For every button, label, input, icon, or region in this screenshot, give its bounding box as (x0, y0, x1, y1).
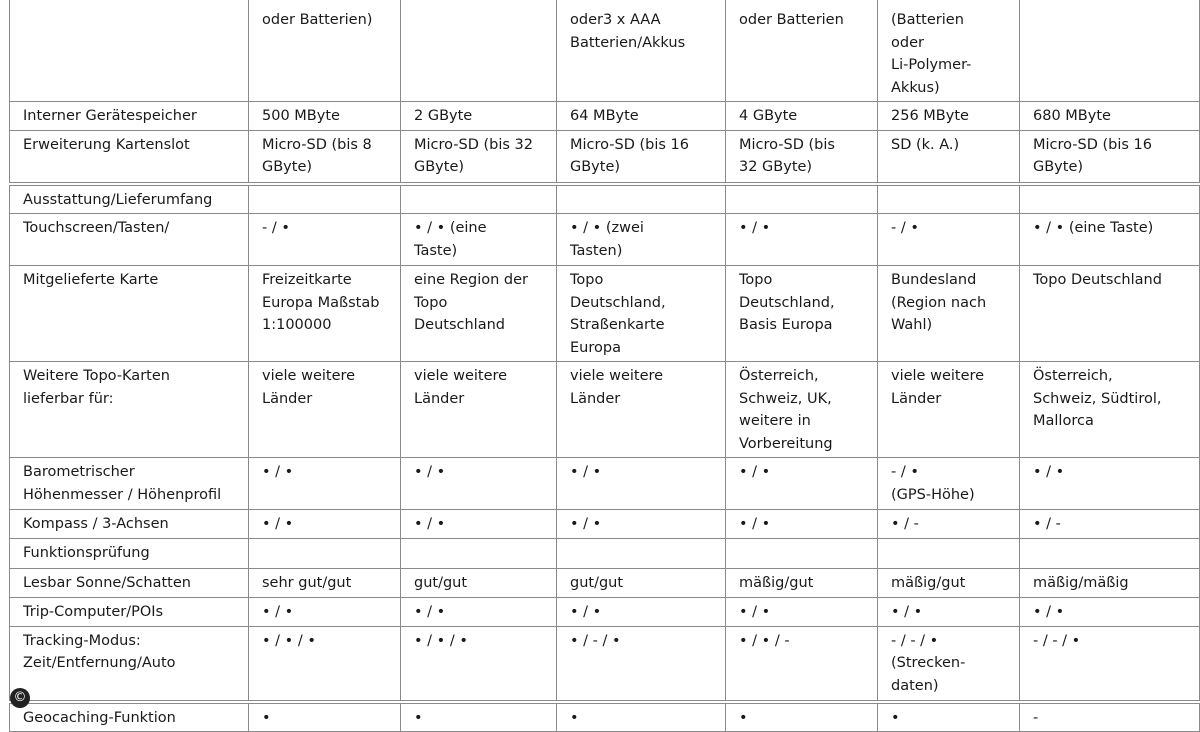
table-row (10, 102, 1200, 131)
row-label: Weitere Topo-Karten lieferbar für: (10, 362, 249, 458)
table-cell (1020, 538, 1200, 568)
table-cell: Micro-SD (bis 16 GByte) (557, 130, 726, 182)
table-cell: - / • (878, 214, 1020, 266)
table-cell: oder3 x AAA Batterien/Akkus (557, 0, 726, 102)
row-label: Erweiterung Kartenslot (10, 130, 249, 182)
row-label (10, 0, 249, 102)
table-row (10, 597, 1200, 626)
table-cell: • / • (eine Taste) (1020, 214, 1200, 266)
table-cell: • / • (249, 597, 401, 626)
table-cell: • / • (1020, 458, 1200, 510)
table-cell: Topo Deutschland (1020, 266, 1200, 362)
table-cell: • / • (zwei Tasten) (557, 214, 726, 266)
table-cell: • (401, 703, 557, 732)
table-cell: Topo Deutschland, Basis Europa (726, 266, 878, 362)
table-cell: • / • (401, 458, 557, 510)
table-cell: • / • (557, 458, 726, 510)
table-cell: gut/gut (557, 568, 726, 597)
section-heading: Ausstattung/Lieferumfang (10, 185, 249, 214)
table-cell (557, 538, 726, 568)
table-cell: • / • (726, 214, 878, 266)
table-row (10, 538, 1200, 568)
table-row (10, 510, 1200, 539)
table-cell: viele weitere Länder (401, 362, 557, 458)
table-cell: (Batterien oder Li-Polymer- Akkus) (878, 0, 1020, 102)
table-cell: oder Batterien (726, 0, 878, 102)
row-label: Interner Gerätespeicher (10, 102, 249, 131)
table-cell: 4 GByte (726, 102, 878, 131)
table-cell: • (249, 703, 401, 732)
table-cell: • / - (1020, 510, 1200, 539)
table-cell: • / • (726, 458, 878, 510)
table-cell: Micro-SD (bis 32 GByte) (726, 130, 878, 182)
table-cell (878, 538, 1020, 568)
table-cell: SD (k. A.) (878, 130, 1020, 182)
table-cell: - / • (249, 214, 401, 266)
table-row (10, 0, 1200, 102)
table-cell: • (726, 703, 878, 732)
table-row (10, 626, 1200, 700)
table-row (10, 130, 1200, 182)
table-cell: viele weitere Länder (557, 362, 726, 458)
table-cell: Bundesland (Region nach Wahl) (878, 266, 1020, 362)
table-cell: • / • (1020, 597, 1200, 626)
table-cell: Freizeitkarte Europa Maßstab 1:100000 (249, 266, 401, 362)
table-cell (1020, 185, 1200, 214)
table-cell: Micro-SD (bis 8 GByte) (249, 130, 401, 182)
table-cell: • (557, 703, 726, 732)
table-cell: 500 MByte (249, 102, 401, 131)
table-cell (557, 185, 726, 214)
row-label: Tracking-Modus: Zeit/Entfernung/Auto (10, 626, 249, 700)
table-cell: • / • (249, 458, 401, 510)
table-cell (249, 185, 401, 214)
row-label: Mitgelieferte Karte (10, 266, 249, 362)
table-cell: • / • (401, 510, 557, 539)
table-cell: 680 MByte (1020, 102, 1200, 131)
table-cell: sehr gut/gut (249, 568, 401, 597)
table-cell: • / - (878, 510, 1020, 539)
table-cell: • / • (557, 510, 726, 539)
table-cell (401, 185, 557, 214)
table-cell: mäßig/mäßig (1020, 568, 1200, 597)
table-cell: viele weitere Länder (878, 362, 1020, 458)
row-label: Trip-Computer/POIs (10, 597, 249, 626)
row-label: Kompass / 3-Achsen (10, 510, 249, 539)
table-row (10, 458, 1200, 510)
table-cell: • / • (401, 597, 557, 626)
row-label: Touchscreen/Tasten/ (10, 214, 249, 266)
table-cell (1020, 0, 1200, 102)
table-cell (726, 185, 878, 214)
row-label: Geocaching-Funktion (10, 703, 249, 732)
table-cell: 256 MByte (878, 102, 1020, 131)
table-cell: • / • (557, 597, 726, 626)
table-row (10, 214, 1200, 266)
table-cell: - / - / • (1020, 626, 1200, 700)
table-cell: • / • / • (249, 626, 401, 700)
table-cell (878, 185, 1020, 214)
table-cell: - / - / • (Strecken- daten) (878, 626, 1020, 700)
table-cell: • / • / • (401, 626, 557, 700)
table-cell: mäßig/gut (726, 568, 878, 597)
table-cell (401, 0, 557, 102)
table-cell: • / • (249, 510, 401, 539)
table-cell: • / • (eine Taste) (401, 214, 557, 266)
table-row (10, 362, 1200, 458)
table-cell (401, 538, 557, 568)
table-cell: gut/gut (401, 568, 557, 597)
table-row (10, 703, 1200, 732)
table-cell: • (878, 703, 1020, 732)
table-row (10, 568, 1200, 597)
table-cell (249, 538, 401, 568)
table-cell: - (1020, 703, 1200, 732)
table-cell: 64 MByte (557, 102, 726, 131)
table-cell: • / • (726, 597, 878, 626)
table-cell: Micro-SD (bis 16 GByte) (1020, 130, 1200, 182)
table-cell: mäßig/gut (878, 568, 1020, 597)
table-cell: eine Region der Topo Deutschland (401, 266, 557, 362)
spec-table (9, 0, 1200, 732)
row-label: Lesbar Sonne/Schatten (10, 568, 249, 597)
table-cell (726, 538, 878, 568)
section-heading: Funktionsprüfung (10, 538, 249, 568)
table-cell: Österreich, Schweiz, Südtirol, Mallorca (1020, 362, 1200, 458)
table-cell: • / • / - (726, 626, 878, 700)
table-row (10, 185, 1200, 214)
table-row (10, 266, 1200, 362)
table-cell: - / • (GPS-Höhe) (878, 458, 1020, 510)
copyright-icon: © (10, 688, 30, 708)
table-cell: 2 GByte (401, 102, 557, 131)
table-cell: viele weitere Länder (249, 362, 401, 458)
table-cell: Österreich, Schweiz, UK, weitere in Vorbereitung (726, 362, 878, 458)
table-cell: Topo Deutschland, Straßenkarte Europa (557, 266, 726, 362)
table-cell: Micro-SD (bis 32 GByte) (401, 130, 557, 182)
table-cell: oder Batterien) (249, 0, 401, 102)
row-label: Barometrischer Höhenmesser / Höhenprofil (10, 458, 249, 510)
table-cell: • / • (878, 597, 1020, 626)
table-cell: • / • (726, 510, 878, 539)
table-cell: • / - / • (557, 626, 726, 700)
